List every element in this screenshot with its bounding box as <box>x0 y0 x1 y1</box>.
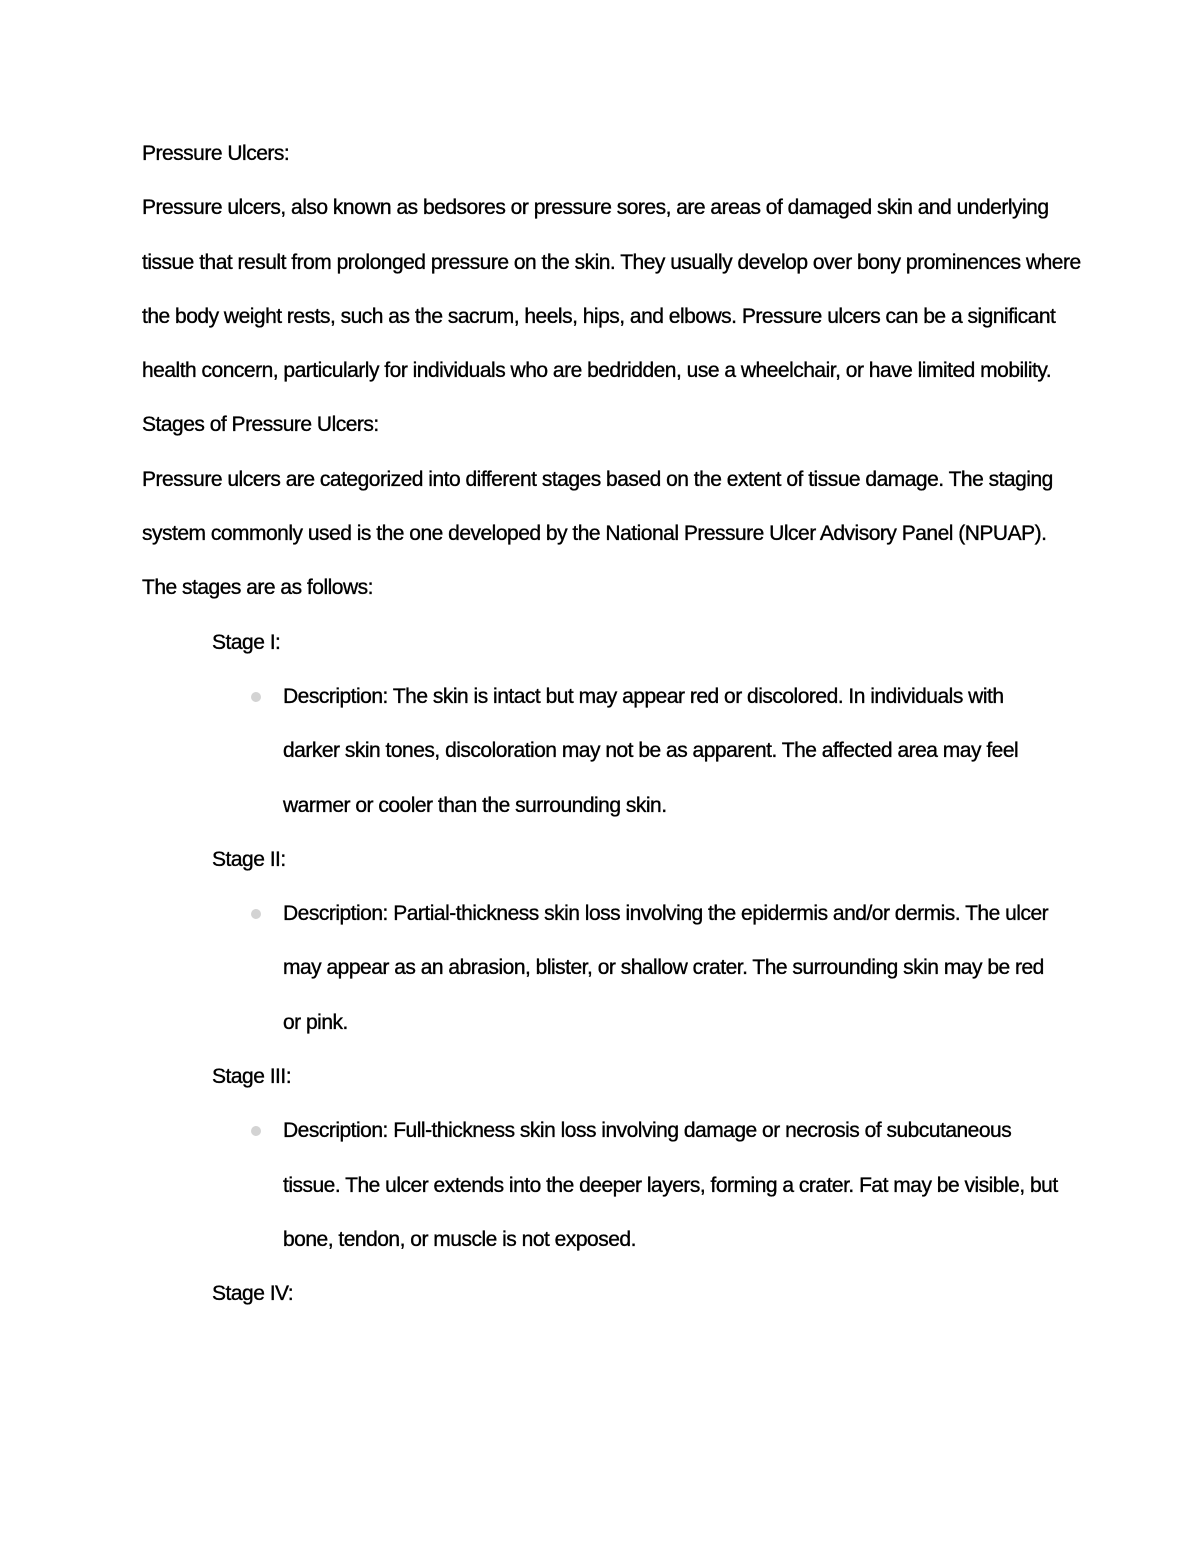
stage-1-description <box>283 670 1063 833</box>
bullet-dot-icon <box>251 909 261 919</box>
stage-2-description <box>283 887 1063 1050</box>
description-label: Description: <box>283 1119 388 1143</box>
stage-2-title: Stage II: <box>212 847 286 871</box>
stage-3-title: Stage III: <box>212 1065 292 1089</box>
stage-1-title: Stage I: <box>212 630 281 654</box>
description-label: Description: <box>283 684 388 708</box>
stages-intro-paragraph: Pressure ulcers are categorized into different stages based on the extent of tissue damage. The staging system commonly used is the one developed by the National Pressure Ulcer Advisory Panel (NPUAP). The stages are as follows: <box>142 467 1053 600</box>
description-text: The skin is intact but may appear red or discolored. In individuals with darker skin tones, discoloration may not be as apparent. The affected area may feel warmer or cooler than the surrounding skin. <box>283 684 1019 817</box>
description-text: Partial-thickness skin loss involving the epidermis and/or dermis. The ulcer may appear as an abrasion, blister, or shallow crater. The surrounding skin may be red or pink. <box>283 902 1049 1034</box>
bullet-dot-icon <box>251 1126 261 1136</box>
description-label: Description: <box>283 902 388 926</box>
bullet-dot-icon <box>251 692 261 702</box>
intro-paragraph: Pressure ulcers, also known as bedsores or pressure sores, are areas of damaged skin and underlying tissue that result from prolonged pressure on the skin. They usually develop over bony prominences where the body weight rests, such as the sacrum, heels, hips, and elbows. Pressure ulcers can be a significant health concern, particularly for individuals who are bedridden, use a wheelchair, or have limited mobility. <box>142 196 1081 383</box>
document-body <box>142 127 1082 1322</box>
description-text: Full-thickness skin loss involving damage or necrosis of subcutaneous tissue. The ulcer extends into the deeper layers, forming a crater. Fat may be visible, but bone, tendon, or muscle is not exposed. <box>283 1119 1058 1251</box>
document-title: Pressure Ulcers: <box>142 142 290 165</box>
stage-3-description <box>283 1104 1063 1267</box>
stages-heading: Stages of Pressure Ulcers: <box>142 413 379 437</box>
stage-4-title: Stage IV: <box>212 1282 294 1306</box>
